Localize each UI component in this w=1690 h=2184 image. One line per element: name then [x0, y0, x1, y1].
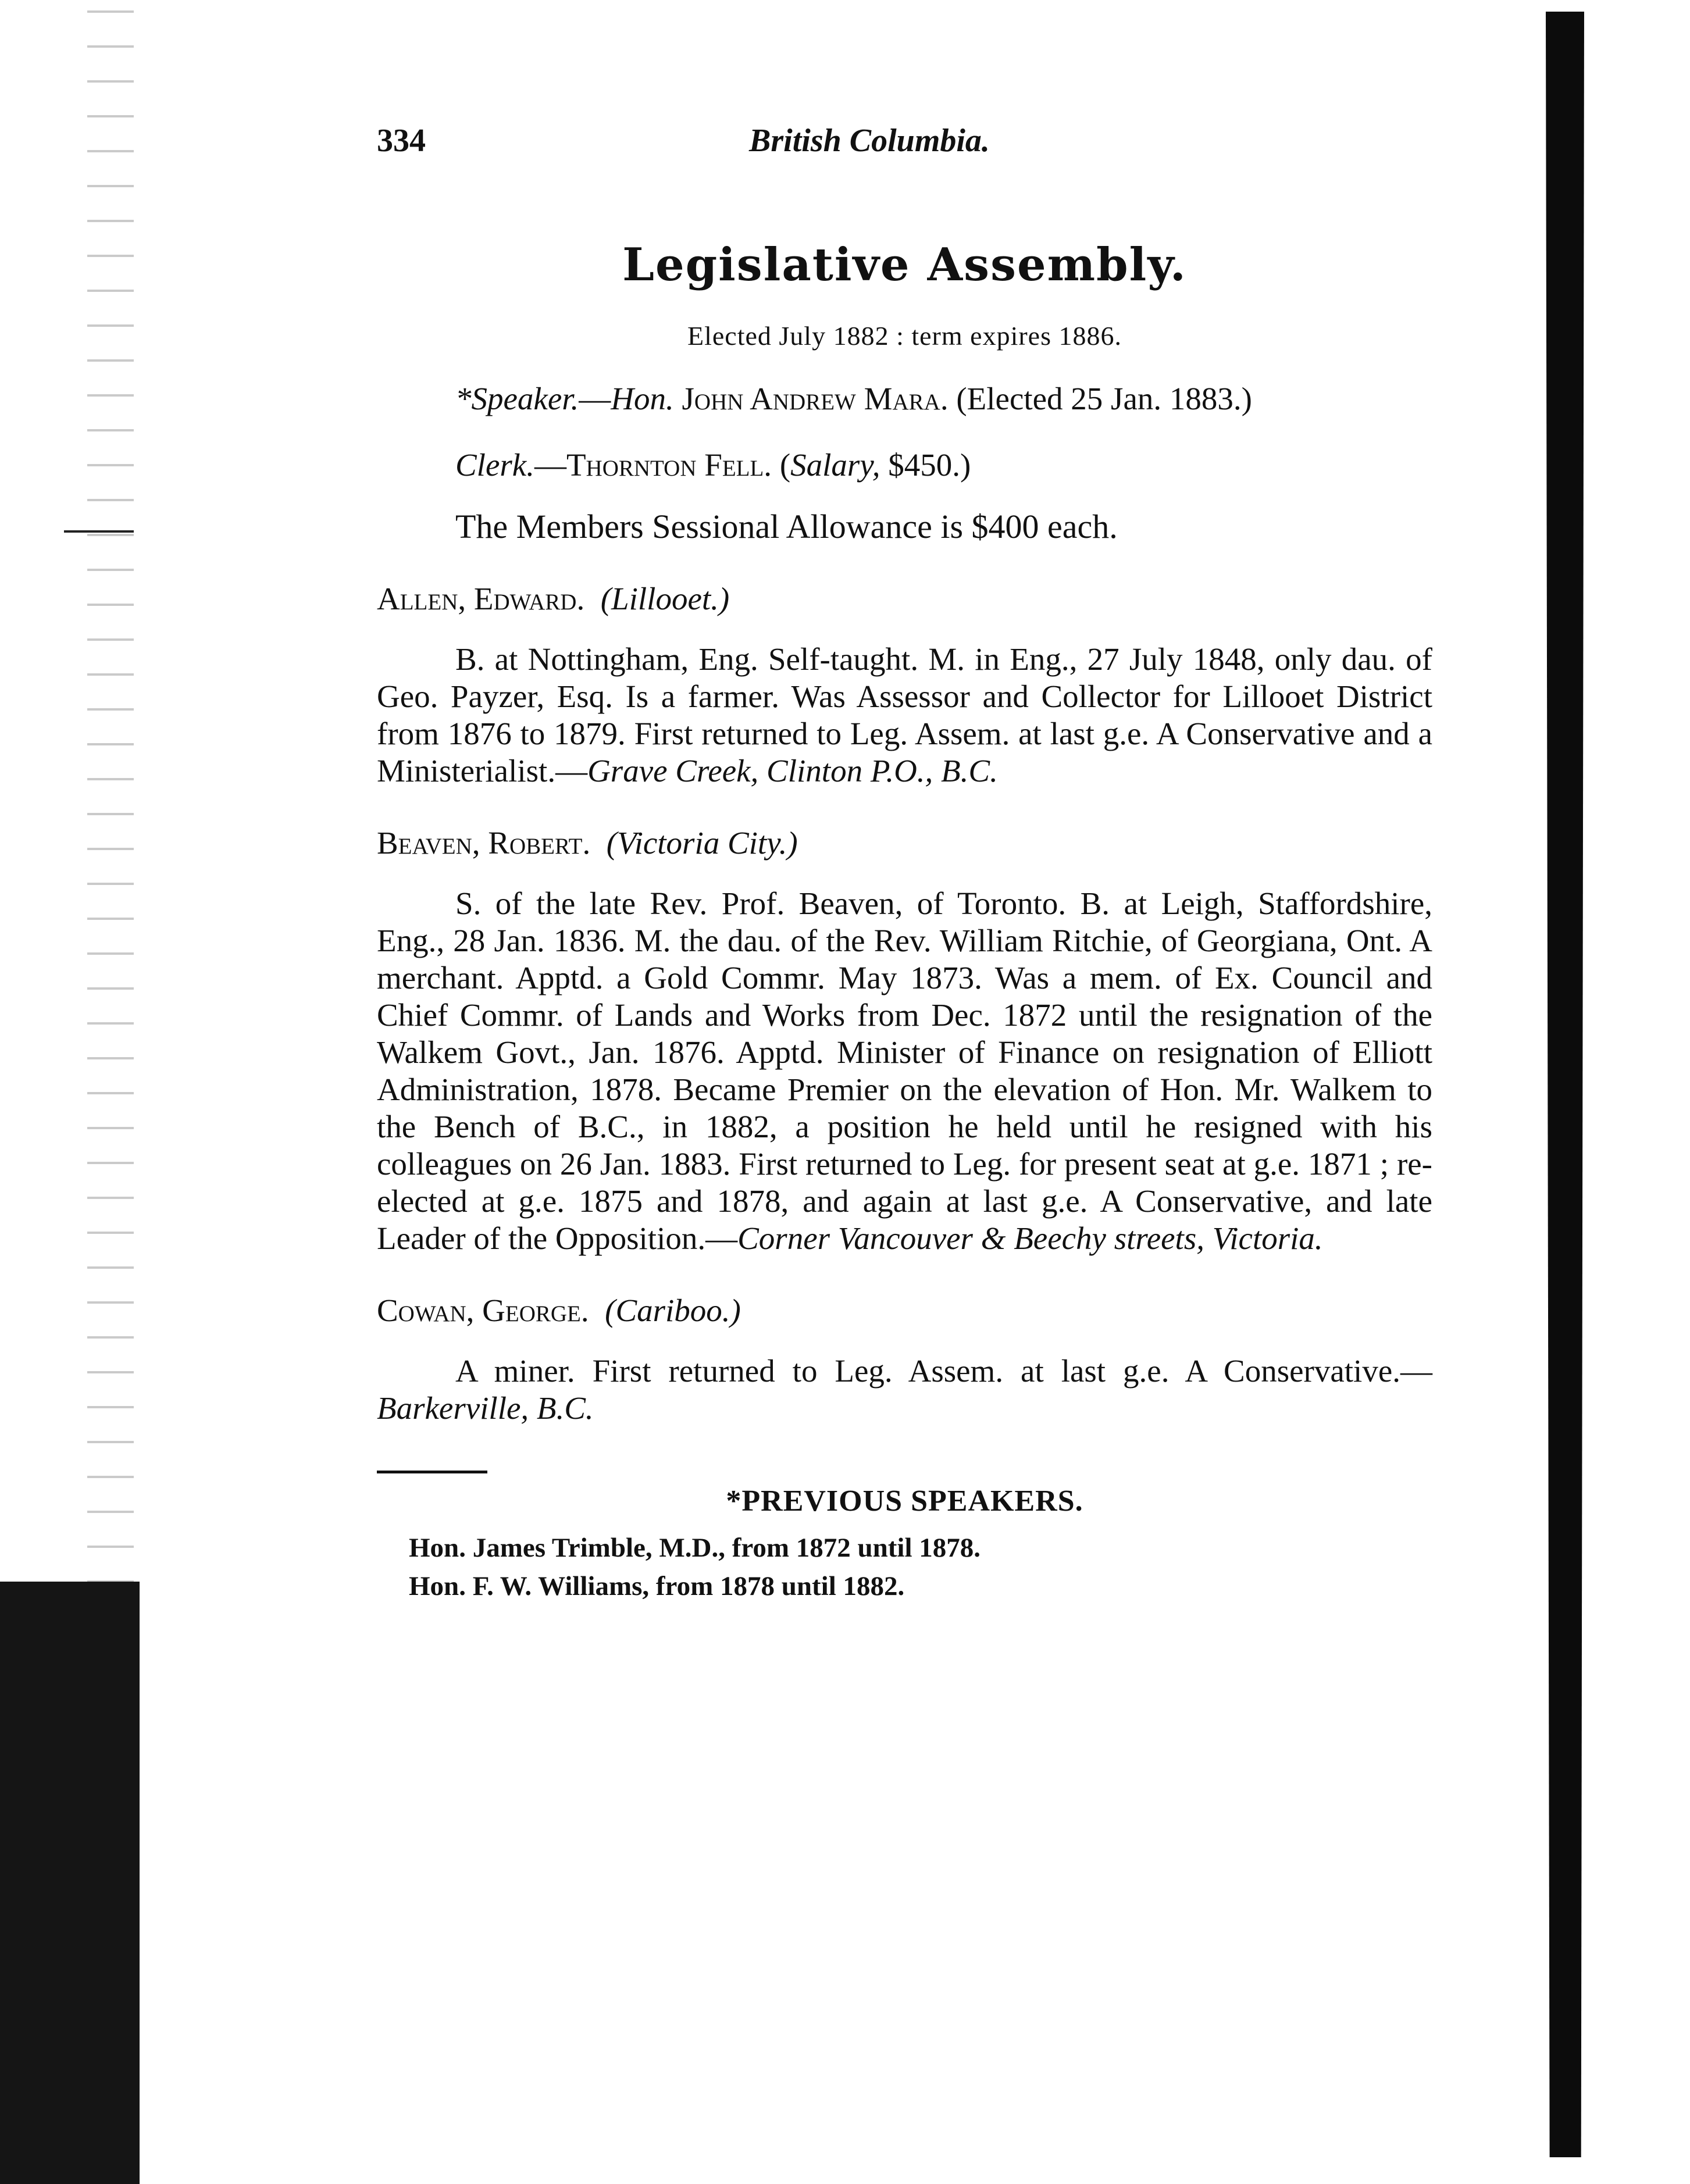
section-title: Legislative Assembly.: [622, 238, 1187, 291]
clerk-salary-open: (: [779, 447, 791, 483]
member-biography: [377, 885, 1432, 1257]
speaker-name: John Andrew Mara.: [682, 381, 949, 416]
member-heading: [377, 580, 1432, 618]
member-constituency: (Cariboo.): [605, 1293, 741, 1328]
scan-shadow-left: [0, 1582, 140, 2184]
footnote-line: Hon. F. W. Williams, from 1878 until 1882.: [409, 1571, 905, 1601]
scan-margin-mark: [64, 530, 134, 533]
member-biography: [377, 641, 1432, 790]
running-title: British Columbia.: [749, 123, 990, 159]
member-constituency: (Victoria City.): [606, 825, 798, 861]
footnote-title: *PREVIOUS SPEAKERS.: [726, 1484, 1083, 1518]
member-name: Beaven, Robert.: [377, 825, 591, 861]
footnote-list: [377, 1529, 1432, 1605]
member-address: Grave Creek, Clinton P.O., B.C.: [587, 753, 998, 788]
member-biography: [377, 1352, 1432, 1427]
page-number: 334: [377, 123, 426, 159]
member-constituency: (Lillooet.): [600, 581, 730, 616]
member-address: Barkerville, B.C.: [377, 1390, 594, 1426]
member-heading: [377, 1292, 1432, 1329]
member-bio-text: A miner. First returned to Leg. Assem. at last g.e. A Conservative.—: [455, 1353, 1432, 1389]
book-page: [377, 110, 1432, 1605]
member-name: Cowan, George.: [377, 1293, 589, 1328]
speaker-entry: [377, 380, 1432, 417]
clerk-label: Clerk.: [455, 447, 534, 483]
speaker-dash: —: [579, 381, 611, 416]
clerk-salary-value: $450.): [888, 447, 971, 483]
member-heading: [377, 825, 1432, 862]
speaker-election-note: (Elected 25 Jan. 1883.): [956, 381, 1252, 416]
clerk-salary-label: Salary,: [790, 447, 880, 483]
speaker-honorific: Hon.: [611, 381, 674, 416]
running-head: [377, 110, 1432, 169]
scan-binding-shadow-right: [1546, 12, 1584, 2157]
election-term: Elected July 1882 : term expires 1886.: [687, 321, 1122, 351]
speaker-label: *Speaker.: [455, 381, 579, 416]
clerk-dash: —: [534, 447, 566, 483]
clerk-name: Thornton Fell.: [566, 447, 772, 483]
member-name: Allen, Edward.: [377, 581, 585, 616]
footnote-line: Hon. James Trimble, M.D., from 1872 until 1878.: [409, 1533, 981, 1563]
sessional-allowance: The Members Sessional Allowance is $400 each.: [455, 508, 1118, 545]
member-bio-text: S. of the late Rev. Prof. Beaven, of Toronto. B. at Leigh, Staffordshire, Eng., 28 Jan. 1836. M. the dau. of the Rev. William Ritchie, of Georgiana, Ont. A merchant. Apptd. a Gold Commr. May 1873. Was a mem. of Ex. Council and Chief Commr. of Lands and Works from Dec. 1872 until the resignation of the Walkem Govt., Jan. 1876. Apptd. Minister of Finance on resignation of Elliott Administration, 1878. Became Premier on the elevation of Hon. Mr. Walkem to the Bench of B.C., in 1882, a position he held until he resigned with his colleagues on 26 Jan. 1883. First returned to Leg. for present seat at g.e. 1871 ; re-elected at g.e. 1875 and 1878, and again at last g.e. A Conservative, and late Leader of the Opposition.—: [377, 886, 1432, 1256]
clerk-entry: [377, 447, 1432, 484]
footnote-rule: [377, 1471, 487, 1473]
member-address: Corner Vancouver & Beechy streets, Victoria.: [737, 1221, 1323, 1256]
member-bio-text: B. at Nottingham, Eng. Self-taught. M. in Eng., 27 July 1848, only dau. of Geo. Payzer, Esq. Is a farmer. Was Assessor and Collector for Lillooet District from 1876 to 1879. First returned to Leg. Assem. at last g.e. A Conservative and a Ministerialist.—: [377, 641, 1432, 788]
